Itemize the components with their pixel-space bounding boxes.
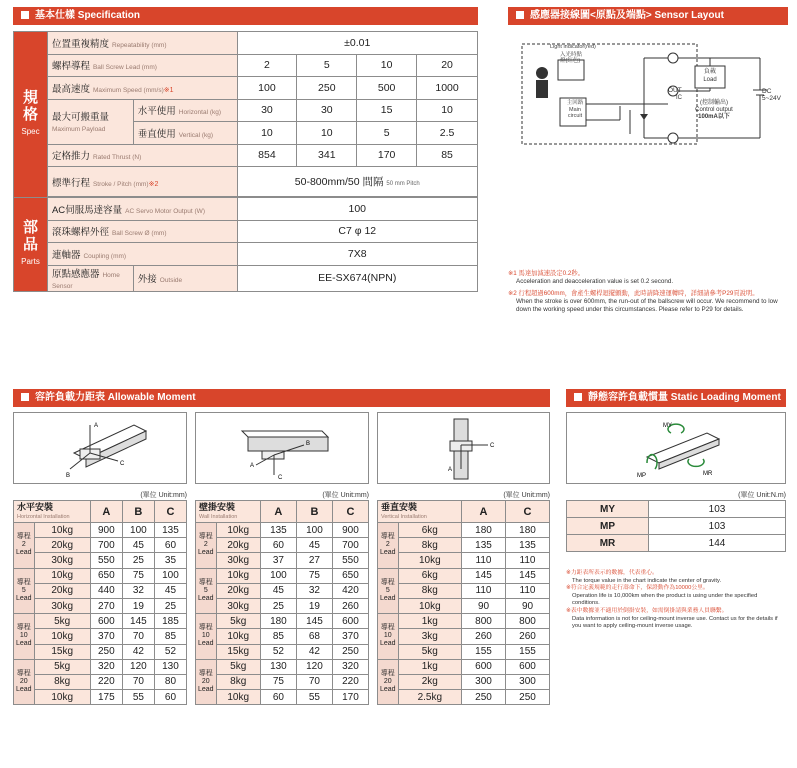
installation-header: 壁掛安裝 Wall Installation [196,501,261,523]
moment-cell: 52 [260,644,296,659]
moment-cell: 85 [154,629,186,644]
table-row [196,614,369,629]
moment-cell: 420 [332,583,368,598]
moment-cell: 25 [260,598,296,613]
static-key: MY [567,501,649,518]
table-row [196,523,369,538]
static-value: 103 [649,518,786,535]
lead-label: 導程 5 Lead [14,568,35,614]
moment-cell: 110 [506,553,550,568]
moment-cell: 300 [462,674,506,689]
installation-header: 垂直安裝 Vertical Installation [378,501,462,523]
moment-cell: 55 [296,690,332,705]
moment-cell: 550 [332,553,368,568]
spec-label: 標準行程 Stroke / Pitch (mm)※2 [47,167,237,197]
moment-cell: 800 [462,614,506,629]
unit-label: (單位 Unit:mm) [140,492,187,499]
spec-value: 250 [297,77,357,100]
weight-cell: 5kg [34,659,90,674]
weight-cell: 30kg [216,553,260,568]
table-row [378,523,550,538]
static-loading-table [566,500,786,552]
moment-cell: 270 [90,598,122,613]
column-header: A [462,501,506,523]
moment-cell: 68 [296,629,332,644]
parts-label: 原點感應器 Home Sensor [47,265,133,291]
weight-cell: 2.5kg [398,690,461,705]
moment-cell: 90 [506,598,550,613]
weight-cell: 5kg [216,659,260,674]
vertical-moment-diagram [378,413,549,483]
table-row [378,644,550,659]
spec-label: 最大可搬重量 Maximum Payload [47,99,133,144]
spec-value: 854 [237,144,297,167]
moment-cell: 260 [332,598,368,613]
moment-cell: 700 [332,538,368,553]
static-note-c-cn: ※表中數據並不適用於倒掛安裝，如需倒掛請與業務人員聯繫。 [566,607,728,614]
spec-sublabel: 垂直使用 Vertical (kg) [133,122,237,145]
axis-b-label: B [66,473,71,479]
moment-cell: 300 [506,674,550,689]
moment-cell: 650 [332,568,368,583]
spec-value: 2 [237,54,297,77]
moment-cell: 130 [260,659,296,674]
lead-label: 導程 20 Lead [14,659,35,705]
spec-label: 最高速度 Maximum Speed (mm/s)※1 [47,77,237,100]
wall-moment-table [195,500,369,705]
moment-cell: 155 [506,644,550,659]
static-key: MR [567,535,649,552]
moment-cell: 600 [90,614,122,629]
static-title-bar [566,389,786,407]
lead-label: 導程 20 Lead [378,659,399,705]
spec-title-bar [13,7,478,25]
moment-cell: 120 [296,659,332,674]
static-note-b-cn: ※符合定義規範的走行壽命下，保證動作為10000公里。 [566,585,709,592]
static-moment-diagram [567,413,785,483]
moment-cell: 130 [154,659,186,674]
weight-cell: 30kg [34,598,90,613]
sensor-title: 感應器接線圖<原點及端點> Sensor Layout [530,10,724,21]
spec-value: 100 [237,77,297,100]
moment-cell: 700 [90,538,122,553]
lead-label: 導程 5 Lead [378,568,399,614]
weight-cell: 10kg [34,568,90,583]
moment-cell: 800 [506,614,550,629]
note-1-en: Acceleration and deacceleration value is set 0.2 second. [516,278,674,285]
weight-cell: 30kg [34,553,90,568]
table-row [196,583,369,598]
weight-cell: 20kg [34,583,90,598]
table-row [14,583,187,598]
table-row [14,553,187,568]
moment-cell: 600 [506,659,550,674]
spec-value: 10 [237,122,297,145]
parts-sublabel: 外接 Outside [133,265,237,291]
moment-cell: 75 [122,568,154,583]
weight-cell: 20kg [216,583,260,598]
table-row [378,629,550,644]
weight-cell: 10kg [34,629,90,644]
axis-a-label: A [94,423,99,429]
axis-a-label: A [250,463,255,469]
table-row [378,568,550,583]
moment-cell: 220 [90,674,122,689]
moment-cell: 45 [296,538,332,553]
moment-cell: 260 [506,629,550,644]
spec-label: 位置重複精度 Repeatability (mm) [47,32,237,55]
spec-value: 15 [357,99,417,122]
static-value: 144 [649,535,786,552]
column-header: C [506,501,550,523]
spec-value: 30 [237,99,297,122]
main-circuit-label: 主回路 Main circuit [566,100,584,119]
table-row [378,538,550,553]
moment-cell: 155 [462,644,506,659]
weight-cell: 15kg [216,644,260,659]
moment-cell: 70 [122,674,154,689]
column-header: A [260,501,296,523]
moment-cell: 180 [462,523,506,538]
spec-value: 2.5 [417,122,478,145]
moment-cell: 110 [462,583,506,598]
table-row [378,690,550,705]
moment-cell: 175 [90,690,122,705]
moment-cell: 135 [260,523,296,538]
lead-label: 導程 2 Lead [14,523,35,569]
spec-title: 基本仕樣 Specification [35,10,141,21]
parts-group-label: 部品 Parts [14,198,48,292]
lead-label: 導程 10 Lead [378,614,399,660]
table-row [14,690,187,705]
table-row [196,598,369,613]
weight-cell: 2kg [398,674,461,689]
moment-cell: 52 [154,644,186,659]
moment-cell: 900 [332,523,368,538]
spec-group-label: 規格 Spec [14,32,48,198]
spec-value: 10 [357,54,417,77]
moment-cell: 45 [154,583,186,598]
table-row [14,659,187,674]
moment-cell: 600 [332,614,368,629]
moment-cell: 250 [506,690,550,705]
moment-cell: 320 [332,659,368,674]
moment-cell: 85 [260,629,296,644]
spec-value: 170 [357,144,417,167]
weight-cell: 30kg [216,598,260,613]
installation-header: 水平安裝 Horizontal Installation [14,501,91,523]
table-row [196,644,369,659]
weight-cell: 1kg [398,659,461,674]
table-row [14,644,187,659]
static-note-a-en: The torque value in the chart indicate the center of gravity. [572,577,722,584]
parts-label: 連軸器 Coupling (mm) [47,243,237,266]
table-row [196,553,369,568]
moment-cell: 75 [260,674,296,689]
moment-cell: 110 [506,583,550,598]
moment-cell: 185 [154,614,186,629]
static-note-c-en: Data information is not for ceiling-mount inverse use. Contact us for the details if you want to apply ceiling-mount inverse usage. [572,615,778,630]
moment-cell: 900 [90,523,122,538]
moment-cell: 27 [296,553,332,568]
moment-cell: 135 [462,538,506,553]
column-header: B [122,501,154,523]
mr-arrow-icon [688,459,704,466]
moment-cell: 145 [296,614,332,629]
table-row [196,690,369,705]
spec-value: 20 [417,54,478,77]
weight-cell: 8kg [398,538,461,553]
spec-table [13,31,478,292]
moment-cell: 60 [260,690,296,705]
static-title: 靜態容許負載慣量 Static Loading Moment [588,392,781,403]
moment-cell: 60 [260,538,296,553]
moment-cell: 250 [462,690,506,705]
horizontal-moment-diagram [14,413,186,483]
moment-cell: 170 [332,690,368,705]
moment-cell: 120 [122,659,154,674]
moment-cell: 100 [122,523,154,538]
moment-cell: 42 [296,644,332,659]
weight-cell: 20kg [34,538,90,553]
vertical-moment-table [377,500,550,705]
moment-cell: 100 [154,568,186,583]
table-row [14,598,187,613]
spec-value: 5 [297,54,357,77]
static-note-b-en: Operation life is 10,000km when the product is using under the specified conditions. [572,592,758,607]
spec-notes [508,270,788,314]
moment-cell: 60 [154,538,186,553]
table-row [378,598,550,613]
table-row [14,538,187,553]
moment-cell: 70 [122,629,154,644]
axis-a-label: A [448,467,453,473]
weight-cell: 3kg [398,629,461,644]
weight-cell: 1kg [398,614,461,629]
table-row [14,523,187,538]
sensor-wiring-diagram [520,38,780,150]
moment-cell: 320 [90,659,122,674]
note-2-cn: ※2 行程超過600mm，會產生螺桿迴擺顫動，此時請降速運轉時，詳細請參考P29頁說明。 [508,290,759,297]
parts-value: C7 φ 12 [237,220,478,243]
moment-cell: 55 [122,690,154,705]
light-indicator-cn: 入光時點燈(紅色) [560,52,583,64]
table-row [196,629,369,644]
moment-cell: 19 [122,598,154,613]
moment-cell: 80 [154,674,186,689]
weight-cell: 20kg [216,538,260,553]
dc-label: DC 5~24V [762,88,781,102]
parts-label: AC伺服馬達容量 AC Servo Motor Output (W) [47,198,237,221]
weight-cell: 10kg [216,690,260,705]
spec-sublabel: 水平使用 Horizontal (kg) [133,99,237,122]
spec-value: 1000 [417,77,478,100]
table-row [378,659,550,674]
weight-cell: 15kg [34,644,90,659]
moment-cell: 650 [90,568,122,583]
moment-cell: 550 [90,553,122,568]
moment-cell: 42 [122,644,154,659]
moment-title-bar [13,389,550,407]
unit-label: (單位 Unit:mm) [503,492,550,499]
parts-value: 7X8 [237,243,478,266]
table-row [378,674,550,689]
spec-value: 10 [297,122,357,145]
spec-value: 85 [417,144,478,167]
unit-label: (單位 Unit:N.m) [738,492,786,499]
static-value: 103 [649,501,786,518]
spec-value: 10 [417,99,478,122]
table-row [14,629,187,644]
column-header: C [332,501,368,523]
moment-cell: 440 [90,583,122,598]
table-row [14,614,187,629]
spec-value: 5 [357,122,417,145]
weight-cell: 10kg [398,598,461,613]
moment-cell: 32 [122,583,154,598]
column-header: B [296,501,332,523]
moment-cell: 180 [506,523,550,538]
note-2-en: When the stroke is over 600mm, the run-out of the ballscrew will occur. We recommend to low down the working speed under this circumstances. Please refer to P29 for details. [516,298,778,313]
lead-label: 導程 2 Lead [196,523,217,569]
light-indicator-icon [536,67,548,79]
table-row [378,553,550,568]
lead-label: 導程 2 Lead [378,523,399,569]
axis-b-label: B [306,441,311,447]
moment-cell: 260 [462,629,506,644]
static-notes [566,570,786,631]
moment-cell: 370 [332,629,368,644]
moment-cell: 100 [296,523,332,538]
axis-c-label: C [278,475,283,481]
weight-cell: 8kg [216,674,260,689]
horizontal-moment-table [13,500,187,705]
weight-cell: 10kg [398,553,461,568]
weight-cell: 6kg [398,523,461,538]
moment-cell: 60 [154,690,186,705]
spec-value: 341 [297,144,357,167]
weight-cell: 10kg [216,568,260,583]
weight-cell: 8kg [34,674,90,689]
my-label: MY [663,423,672,429]
load-label: 負載 Load [703,69,717,83]
column-header: C [154,501,186,523]
out-label: OUT [668,87,682,94]
moment-cell: 19 [296,598,332,613]
static-key: MP [567,518,649,535]
column-header: A [90,501,122,523]
moment-cell: 145 [506,568,550,583]
moment-cell: 145 [462,568,506,583]
moment-cell: 32 [296,583,332,598]
table-row [378,583,550,598]
table-row [14,568,187,583]
moment-cell: 100 [260,568,296,583]
wall-diagram-panel [195,412,369,484]
moment-cell: 90 [462,598,506,613]
wall-moment-diagram [196,413,368,483]
weight-cell: 10kg [34,523,90,538]
moment-cell: 25 [154,598,186,613]
moment-cell: 145 [122,614,154,629]
moment-cell: 25 [122,553,154,568]
spec-value: 50-800mm/50 間隔 50 mm Pitch [237,167,478,197]
moment-title: 容許負載力距表 Allowable Moment [35,392,196,403]
weight-cell: 10kg [34,690,90,705]
parts-value: EE-SX674(NPN) [237,265,478,291]
moment-cell: 75 [296,568,332,583]
control-output-label: (控制輸出) Control output 100mA以下 [695,100,733,120]
vertical-diagram-panel [377,412,550,484]
moment-cell: 37 [260,553,296,568]
sensor-title-bar [508,7,788,25]
ic-label: IC [676,95,682,101]
moment-cell: 180 [260,614,296,629]
moment-cell: 370 [90,629,122,644]
table-row [196,538,369,553]
spec-label: 定格推力 Rated Thrust (N) [47,144,237,167]
lead-label: 導程 10 Lead [14,614,35,660]
weight-cell: 5kg [216,614,260,629]
note-1-cn: ※1 馬達加減速設定0.2秒。 [508,270,584,277]
spec-value: ±0.01 [237,32,478,55]
parts-label: 滾珠螺桿外徑 Ball Screw Ø (mm) [47,220,237,243]
table-row [378,614,550,629]
static-note-a-cn: ※力距表所表示的數據，代表重心。 [566,570,658,576]
moment-cell: 220 [332,674,368,689]
table-row [196,568,369,583]
table-row [14,674,187,689]
spec-value: 500 [357,77,417,100]
mp-label: MP [637,473,646,479]
moment-cell: 250 [332,644,368,659]
lead-label: 導程 10 Lead [196,614,217,660]
moment-cell: 45 [260,583,296,598]
moment-cell: 135 [506,538,550,553]
mr-label: MR [703,471,713,477]
lead-label: 導程 5 Lead [196,568,217,614]
moment-cell: 600 [462,659,506,674]
horizontal-diagram-panel [13,412,187,484]
weight-cell: 5kg [34,614,90,629]
light-indicator-label: Light indicator(red) [550,44,596,50]
moment-cell: 70 [296,674,332,689]
lead-label: 導程 20 Lead [196,659,217,705]
spec-label: 螺桿導程 Ball Screw Lead (mm) [47,54,237,77]
weight-cell: 5kg [398,644,461,659]
moment-cell: 135 [154,523,186,538]
table-row [196,674,369,689]
axis-c-label: C [490,443,495,449]
weight-cell: 8kg [398,583,461,598]
table-row [196,659,369,674]
weight-cell: 6kg [398,568,461,583]
moment-cell: 35 [154,553,186,568]
axis-c-label: C [120,461,125,467]
weight-cell: 10kg [216,523,260,538]
parts-value: 100 [237,198,478,221]
unit-label: (單位 Unit:mm) [322,492,369,499]
weight-cell: 10kg [216,629,260,644]
moment-cell: 45 [122,538,154,553]
static-diagram-panel [566,412,786,484]
moment-cell: 110 [462,553,506,568]
spec-value: 30 [297,99,357,122]
moment-cell: 250 [90,644,122,659]
